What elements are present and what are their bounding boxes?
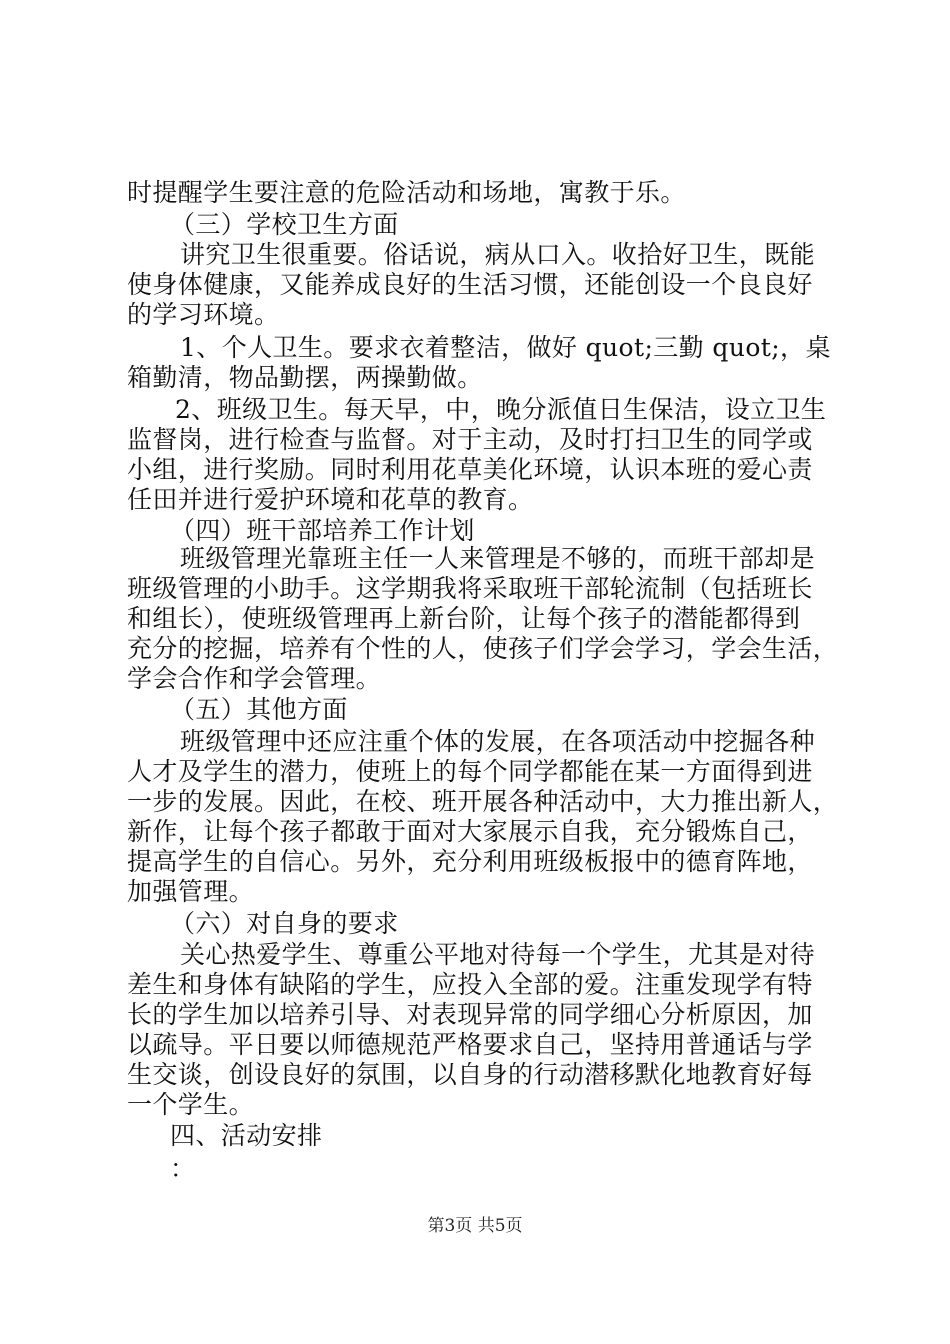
text-line: 生交谈，创设良好的氛围，以自身的行动潜移默化地教育好每 xyxy=(127,1060,813,1089)
text-line: 人才及学生的潜力，使班上的每个同学都能在某一方面得到进 xyxy=(127,757,813,786)
text-line: 使身体健康，又能养成良好的生活习惯，还能创设一个良良好 xyxy=(127,270,813,299)
text-line: 学会合作和学会管理。 xyxy=(127,664,382,693)
text-line: 长的学生加以培养引导、对表现异常的同学细心分析原因，加 xyxy=(127,1000,813,1029)
page-footer: 第3页 共5页 xyxy=(427,1216,523,1236)
text-line: 任田并进行爱护环境和花草的教育。 xyxy=(127,485,534,514)
text-line: 一个学生。 xyxy=(127,1090,255,1119)
text-line: 一步的发展。因此，在校、班开展各种活动中，大力推出新人， xyxy=(127,787,839,816)
text-line: 新作，让每个孩子都敢于面对大家展示自我，充分锻炼自己， xyxy=(127,817,813,846)
text-line: 班级管理的小助手。这学期我将采取班干部轮流制（包括班长 xyxy=(127,574,813,603)
section-heading: （三）学校卫生方面 xyxy=(170,210,399,239)
text-line: 差生和身体有缺陷的学生，应投入全部的爱。注重发现学有特 xyxy=(127,970,813,999)
section-heading: （六）对自身的要求 xyxy=(170,909,399,938)
section-heading: （四）班干部培养工作计划 xyxy=(170,516,475,545)
text-line: 箱勤清，物品勤摆，两操勤做。 xyxy=(127,363,483,392)
section-heading: （五）其他方面 xyxy=(170,695,348,724)
text-line: 关心热爱学生、尊重公平地对待每一个学生，尤其是对待 xyxy=(180,940,816,969)
section-heading: 四、活动安排 xyxy=(170,1121,323,1150)
text-line: 小组，进行奖励。同时利用花草美化环境，认识本班的爱心责 xyxy=(127,455,813,484)
text-line: 提高学生的自信心。另外，充分利用班级板报中的德育阵地， xyxy=(127,847,813,876)
text-line: 充分的挖掘，培养有个性的人，使孩子们学会学习，学会生活， xyxy=(127,634,839,663)
text-line: 时提醒学生要注意的危险活动和场地，寓教于乐。 xyxy=(127,178,686,207)
text-line: 以疏导。平日要以师德规范严格要求自己，坚持用普通话与学 xyxy=(127,1030,813,1059)
text-line: 的学习环境。 xyxy=(127,300,280,329)
text-line: 班级管理光靠班主任一人来管理是不够的，而班干部却是 xyxy=(180,544,816,573)
text-line: 和组长），使班级管理再上新台阶，让每个孩子的潜能都得到 xyxy=(127,604,801,633)
text-line: 班级管理中还应注重个体的发展，在各项活动中挖掘各种 xyxy=(180,727,816,756)
text-line: ： xyxy=(170,1154,196,1183)
text-line: 讲究卫生很重要。俗话说，病从口入。收拾好卫生，既能 xyxy=(180,240,816,269)
text-line: 2、班级卫生。每天早，中，晚分派值日生保洁，设立卫生 xyxy=(175,395,827,424)
text-line: 1、个人卫生。要求衣着整洁，做好 quot;三勤 quot;，桌 xyxy=(180,333,831,362)
text-line: 加强管理。 xyxy=(127,877,255,906)
text-line: 监督岗，进行检查与监督。对于主动，及时打扫卫生的同学或 xyxy=(127,425,813,454)
